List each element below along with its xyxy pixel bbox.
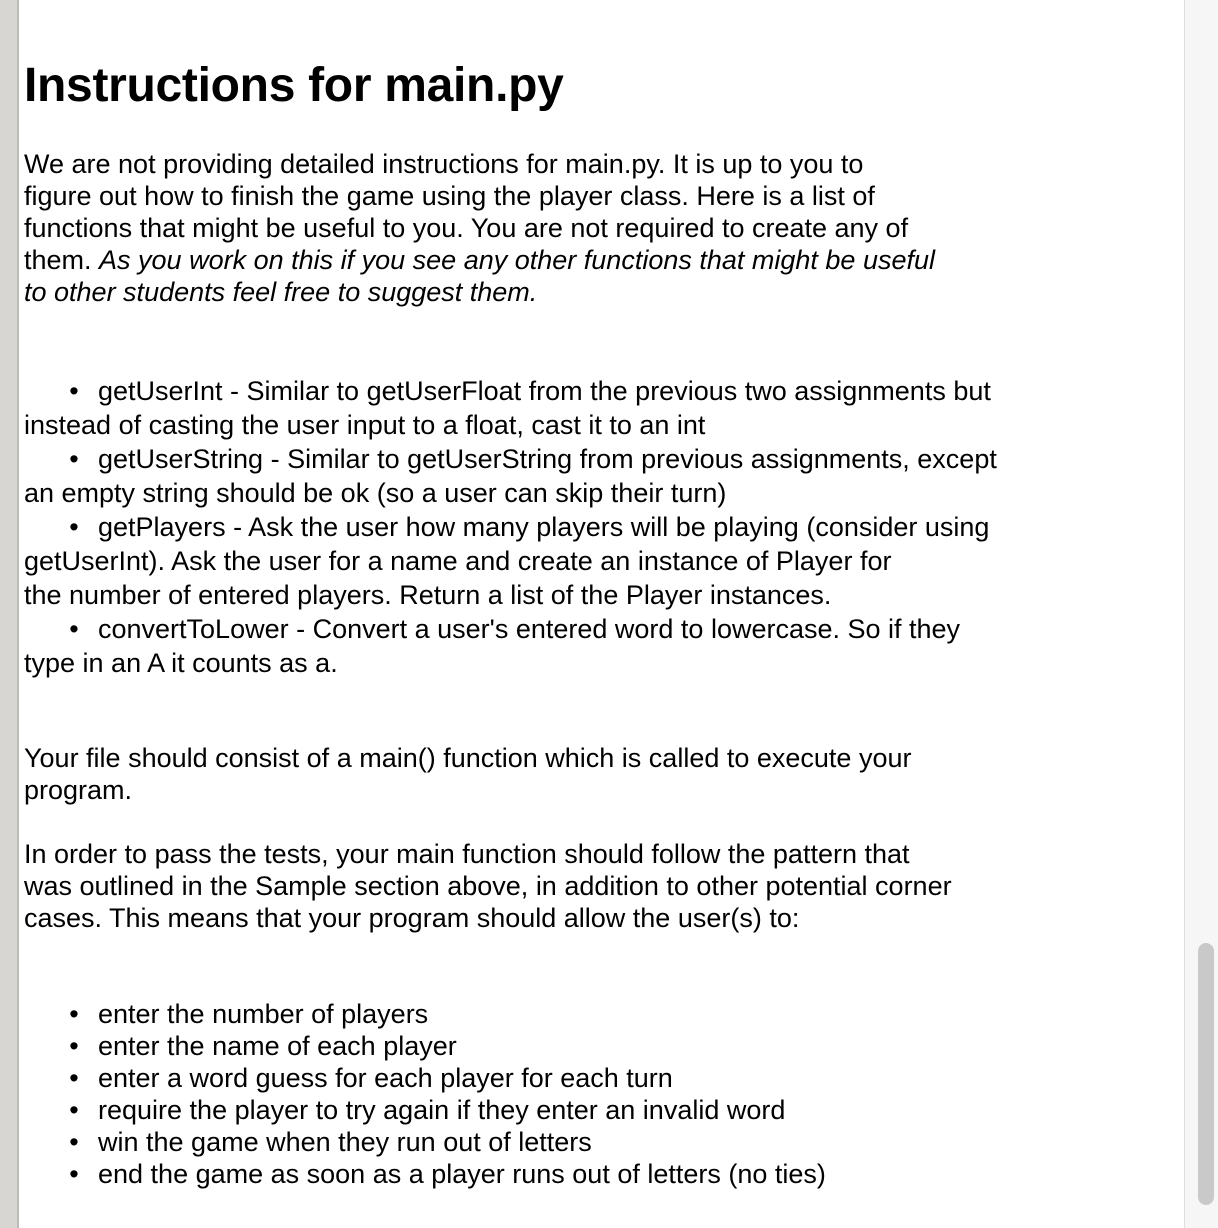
function-item-rest: getUserInt). Ask the user for a name and create an instance of Player for the number of entered players. Return a list of the Player instances. [24, 546, 892, 610]
list-item [24, 1094, 1124, 1126]
list-item [24, 998, 1124, 1030]
bullet-icon: • [69, 376, 79, 406]
requirement-text: enter a word guess for each player for each turn [98, 1063, 673, 1093]
main-function-paragraph: Your file should consist of a main() function which is called to execute your program. [24, 743, 912, 805]
bullet-icon: • [69, 614, 79, 644]
list-item [24, 1158, 1124, 1190]
bullet-icon: • [69, 1095, 79, 1125]
bullet-icon: • [69, 512, 79, 542]
function-list [24, 374, 1124, 680]
bullet-icon: • [69, 444, 79, 474]
intro-paragraph [24, 148, 1024, 308]
bullet-icon: • [69, 1031, 79, 1061]
requirement-text: enter the name of each player [98, 1031, 457, 1061]
function-item [24, 374, 1124, 442]
bullet-icon: • [69, 999, 79, 1029]
intro-text: We are not providing detailed instructions for main.py. It is up to you to figure out how to finish the game using the player class. Here is a list of functions that might be useful to you. You are not required to create any of them. [24, 149, 909, 275]
list-item [24, 1030, 1124, 1062]
bullet-icon: • [69, 1063, 79, 1093]
requirement-text: win the game when they run out of letters [98, 1127, 592, 1157]
list-item [24, 1126, 1124, 1158]
function-item-first-line: getUserInt - Similar to getUserFloat from the previous two assignments but [98, 376, 991, 406]
function-item-rest: instead of casting the user input to a float, cast it to an int [24, 410, 706, 440]
function-item-rest: type in an A it counts as a. [24, 648, 338, 678]
function-item-first-line: getUserString - Similar to getUserString from previous assignments, except [98, 444, 997, 474]
intro-italic-text: As you work on this if you see any other functions that might be useful to other students feel free to suggest them. [24, 245, 935, 307]
scrollbar-thumb[interactable] [1198, 943, 1214, 1205]
function-item [24, 510, 1124, 612]
bullet-icon: • [69, 1159, 79, 1189]
page-title: Instructions for main.py [24, 59, 564, 112]
bullet-icon: • [69, 1127, 79, 1157]
requirement-text: enter the number of players [98, 999, 429, 1029]
function-item [24, 442, 1124, 510]
function-item-first-line: getPlayers - Ask the user how many players will be playing (consider using [98, 512, 990, 542]
list-item [24, 1062, 1124, 1094]
left-gutter [0, 0, 19, 1228]
requirements-list [24, 998, 1124, 1190]
requirement-text: end the game as soon as a player runs out of letters (no ties) [98, 1159, 826, 1189]
tests-paragraph: In order to pass the tests, your main function should follow the pattern that was outlined in the Sample section above, in addition to other potential corner cases. This means that your program should allow the user(s) to: [24, 839, 952, 933]
function-item [24, 612, 1124, 680]
function-item-rest: an empty string should be ok (so a user can skip their turn) [24, 478, 727, 508]
requirement-text: require the player to try again if they enter an invalid word [98, 1095, 786, 1125]
function-item-first-line: convertToLower - Convert a user's entered word to lowercase. So if they [98, 614, 961, 644]
